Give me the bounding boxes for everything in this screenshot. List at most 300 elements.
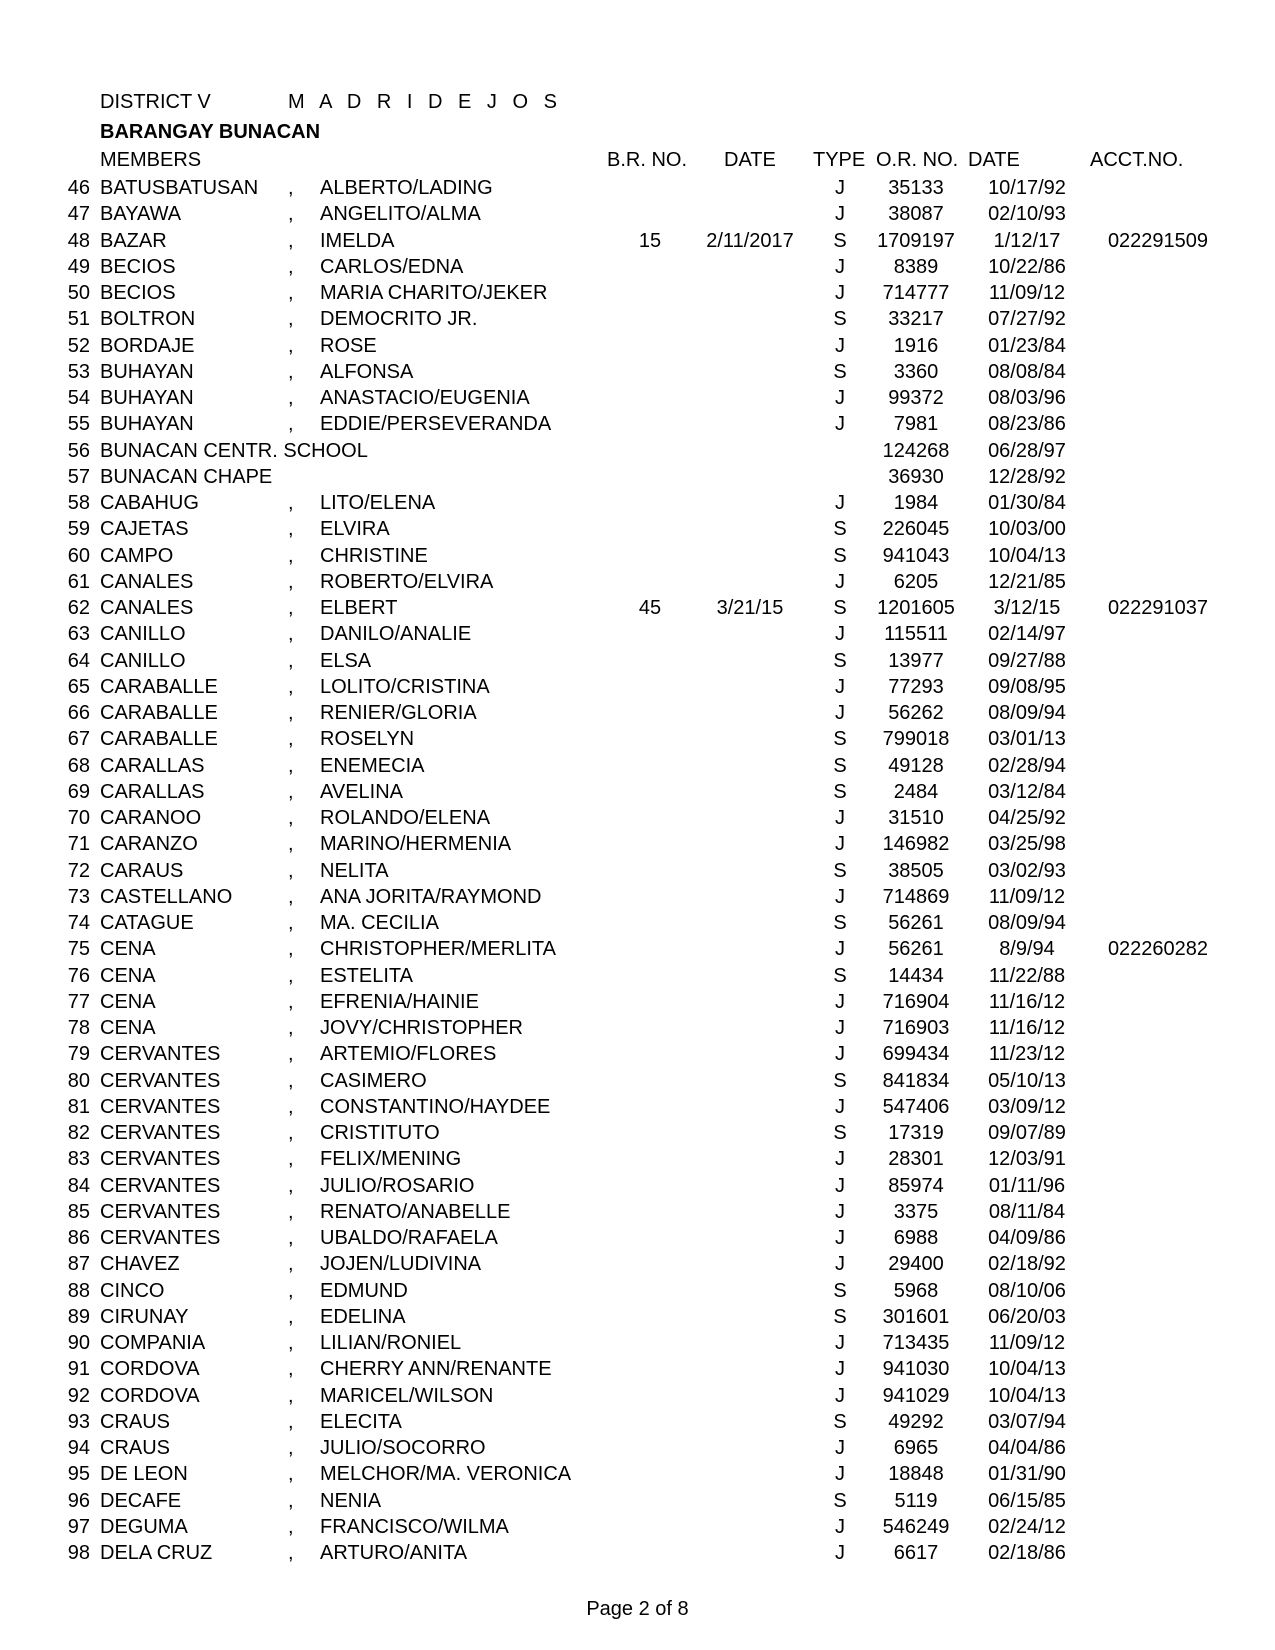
or-number: 8389 [893, 255, 939, 278]
member-type: S [833, 518, 847, 541]
member-last-name: CERVANTES [100, 1148, 221, 1171]
member-type: J [835, 885, 845, 908]
member-last-name: BUHAYAN [100, 360, 194, 383]
or-number: 6205 [893, 570, 939, 593]
or-date: 03/25/98 [988, 833, 1066, 856]
table-row [0, 228, 1275, 254]
name-separator: , [288, 1305, 294, 1328]
member-last-name: CANALES [100, 570, 194, 593]
name-separator: , [288, 1489, 294, 1512]
member-type: S [833, 1305, 847, 1328]
or-number: 17319 [888, 1122, 944, 1144]
table-row [0, 884, 1275, 910]
or-date: 06/20/03 [988, 1305, 1066, 1328]
or-date: 12/28/92 [988, 465, 1066, 488]
table-row [0, 201, 1275, 227]
name-separator: , [288, 780, 294, 803]
member-last-name: CARABALLE [100, 728, 218, 751]
or-number: 799018 [882, 728, 950, 751]
member-first-name: NELITA [320, 859, 389, 882]
table-row [0, 175, 1275, 201]
table-row [0, 1251, 1275, 1277]
member-last-name: CENA [100, 990, 156, 1013]
name-separator: , [288, 1542, 294, 1564]
table-row [0, 1488, 1275, 1514]
or-date: 08/23/86 [988, 413, 1066, 436]
member-first-name: CHERRY ANN/RENANTE [320, 1358, 552, 1381]
member-type: S [833, 1069, 847, 1092]
or-number: 6988 [893, 1227, 939, 1249]
member-type: S [833, 1279, 847, 1302]
member-first-name: CHRISTINE [320, 544, 428, 567]
name-separator: , [288, 1410, 294, 1433]
or-date: 10/17/92 [988, 177, 1066, 199]
name-separator: , [288, 492, 294, 514]
member-first-name: DEMOCRITO JR. [320, 308, 478, 331]
or-date: 11/23/12 [988, 1043, 1066, 1066]
or-number: 77293 [888, 675, 944, 698]
member-last-name: COMPANIA [100, 1332, 206, 1354]
member-number: 71 [67, 833, 90, 856]
member-last-name: BORDAJE [100, 334, 195, 357]
member-type: J [835, 1358, 845, 1381]
member-number: 48 [67, 229, 90, 252]
table-row [0, 1409, 1275, 1435]
member-number: 78 [67, 1017, 90, 1039]
member-first-name: CRISTITUTO [320, 1122, 440, 1144]
name-separator: , [288, 649, 294, 672]
or-date: 03/09/12 [988, 1095, 1066, 1118]
or-date: 11/09/12 [988, 282, 1066, 304]
name-separator: , [288, 1148, 294, 1171]
member-type: S [833, 544, 847, 567]
or-date: 10/03/00 [988, 518, 1066, 541]
member-last-name: CANILLO [100, 649, 186, 672]
name-separator: , [288, 728, 294, 751]
member-number: 87 [67, 1253, 90, 1276]
table-row [0, 963, 1275, 989]
member-number: 82 [67, 1122, 90, 1144]
member-number: 67 [67, 728, 90, 751]
or-date: 10/04/13 [988, 544, 1066, 567]
member-first-name: ARTURO/ANITA [320, 1542, 468, 1564]
table-row [0, 464, 1275, 490]
or-date: 02/24/12 [988, 1515, 1066, 1538]
name-separator: , [288, 203, 294, 226]
name-separator: , [288, 597, 294, 619]
member-first-name: EDMUND [320, 1279, 408, 1302]
or-number: 841834 [882, 1069, 950, 1092]
member-type: S [833, 1410, 847, 1433]
or-date: 10/04/13 [988, 1384, 1066, 1407]
member-type: J [835, 1332, 845, 1354]
member-last-name: CORDOVA [100, 1384, 200, 1407]
table-row [0, 254, 1275, 280]
member-last-name: BAYAWA [100, 203, 182, 226]
or-date: 03/07/94 [988, 1410, 1066, 1433]
member-first-name: MARIA CHARITO/JEKER [320, 282, 548, 304]
member-last-name: BECIOS [100, 282, 176, 304]
name-separator: , [288, 990, 294, 1013]
table-row [0, 779, 1275, 805]
or-date: 10/22/86 [988, 255, 1066, 278]
table-row [0, 490, 1275, 516]
column-header-or-no: O.R. NO. [876, 149, 959, 171]
or-date: 11/09/12 [988, 1332, 1066, 1354]
or-number: 941029 [882, 1384, 950, 1407]
or-date: 11/22/88 [988, 964, 1066, 987]
member-number: 50 [67, 282, 90, 304]
barangay-title: BARANGAY BUNACAN [100, 121, 321, 143]
member-type: S [833, 308, 847, 331]
member-first-name: MA. CECILIA [320, 912, 439, 934]
or-date: 08/09/94 [988, 912, 1066, 934]
or-date: 07/27/92 [988, 308, 1066, 331]
member-first-name: UBALDO/RAFAELA [320, 1227, 498, 1249]
member-type: S [833, 964, 847, 987]
or-date: 02/18/86 [988, 1542, 1066, 1564]
member-first-name: CARLOS/EDNA [320, 255, 464, 278]
member-number: 83 [67, 1148, 90, 1171]
table-row [0, 910, 1275, 936]
member-first-name: ROLANDO/ELENA [320, 807, 491, 829]
member-number: 77 [67, 990, 90, 1013]
or-number: 33217 [888, 308, 944, 331]
or-date: 01/30/84 [988, 492, 1066, 514]
or-number: 2484 [893, 780, 939, 803]
or-number: 146982 [882, 833, 950, 856]
member-number: 55 [67, 413, 90, 436]
member-first-name: CASIMERO [320, 1069, 427, 1092]
member-first-name: AVELINA [320, 780, 403, 803]
or-number: 6965 [893, 1437, 939, 1459]
name-separator: , [288, 334, 294, 357]
member-number: 53 [67, 360, 90, 383]
br-number: 45 [638, 597, 662, 619]
name-separator: , [288, 912, 294, 934]
member-last-name: CARANOO [100, 807, 202, 829]
table-row [0, 359, 1275, 385]
table-row [0, 1199, 1275, 1225]
or-number: 14434 [888, 964, 944, 987]
member-first-name: IMELDA [320, 229, 395, 252]
or-date: 08/03/96 [988, 387, 1066, 409]
or-date: 02/28/94 [988, 754, 1066, 777]
table-row [0, 858, 1275, 884]
member-type: S [833, 597, 847, 619]
member-number: 76 [67, 964, 90, 987]
or-number: 3375 [893, 1200, 939, 1223]
member-first-name: ROSELYN [320, 728, 415, 751]
member-first-name: FRANCISCO/WILMA [320, 1515, 509, 1538]
or-number: 1709197 [877, 229, 955, 252]
member-first-name: MARINO/HERMENIA [320, 833, 512, 856]
member-last-name: CERVANTES [100, 1043, 221, 1066]
or-number: 36930 [888, 465, 944, 488]
member-first-name: ENEMECIA [320, 754, 425, 777]
member-last-name: CERVANTES [100, 1069, 221, 1092]
or-date: 03/12/84 [988, 780, 1066, 803]
member-first-name: EFRENIA/HAINIE [320, 990, 479, 1013]
or-date: 8/9/94 [999, 938, 1055, 961]
or-date: 03/01/13 [988, 728, 1066, 751]
member-first-name: JULIO/ROSARIO [320, 1174, 475, 1197]
table-row [0, 674, 1275, 700]
or-number: 714777 [882, 282, 950, 304]
or-date: 12/21/85 [988, 570, 1066, 593]
member-last-name: CAJETAS [100, 518, 189, 541]
member-number: 61 [67, 570, 90, 593]
member-first-name: CHRISTOPHER/MERLITA [320, 938, 556, 961]
member-last-name: CARABALLE [100, 702, 218, 724]
or-number: 547406 [882, 1095, 950, 1118]
account-number: 022260282 [1107, 938, 1209, 961]
member-number: 57 [67, 465, 90, 488]
member-number: 68 [67, 754, 90, 777]
or-date: 05/10/13 [988, 1069, 1066, 1092]
member-number: 70 [67, 807, 90, 829]
member-first-name: NENIA [320, 1489, 382, 1512]
member-last-name: BATUSBATUSAN [100, 177, 259, 199]
name-separator: , [288, 1253, 294, 1276]
name-separator: , [288, 702, 294, 724]
name-separator: , [288, 859, 294, 882]
member-first-name: EDELINA [320, 1305, 406, 1328]
or-number: 29400 [888, 1253, 944, 1276]
member-last-name: CARABALLE [100, 675, 218, 698]
member-number: 65 [67, 675, 90, 698]
name-separator: , [288, 1200, 294, 1223]
or-number: 716904 [882, 990, 950, 1013]
member-number: 59 [67, 518, 90, 541]
or-date: 11/09/12 [988, 885, 1066, 908]
name-separator: , [288, 1122, 294, 1144]
name-separator: , [288, 282, 294, 304]
or-number: 85974 [888, 1174, 944, 1197]
member-first-name: ROSE [320, 334, 377, 357]
member-last-name: CIRUNAY [100, 1305, 189, 1328]
member-first-name: RENATO/ANABELLE [320, 1200, 511, 1223]
table-row [0, 621, 1275, 647]
member-first-name: DANILO/ANALIE [320, 623, 472, 646]
account-number: 022291509 [1107, 229, 1209, 252]
member-type: J [835, 833, 845, 856]
column-header-date: DATE [724, 149, 776, 171]
member-number: 49 [67, 255, 90, 278]
name-separator: , [288, 1017, 294, 1039]
member-last-name: CHAVEZ [100, 1253, 180, 1276]
or-number: 38505 [888, 859, 944, 882]
br-date: 3/21/15 [716, 597, 784, 619]
member-type: J [835, 177, 845, 199]
name-separator: , [288, 308, 294, 331]
name-separator: , [288, 623, 294, 646]
member-number: 98 [67, 1542, 90, 1564]
member-type: J [835, 387, 845, 409]
name-separator: , [288, 807, 294, 829]
name-separator: , [288, 1463, 294, 1486]
or-date: 11/16/12 [988, 990, 1066, 1013]
member-number: 85 [67, 1200, 90, 1223]
or-date: 1/12/17 [993, 229, 1061, 252]
or-number: 5119 [894, 1489, 938, 1512]
or-number: 1916 [893, 334, 939, 357]
member-last-name: DECAFE [100, 1489, 182, 1512]
member-type: J [835, 282, 845, 304]
or-date: 04/25/92 [988, 807, 1066, 829]
or-number: 713435 [882, 1332, 950, 1354]
or-date: 09/08/95 [988, 675, 1066, 698]
or-number: 28301 [888, 1148, 944, 1171]
member-first-name: MELCHOR/MA. VERONICA [320, 1463, 572, 1486]
or-date: 08/08/84 [988, 360, 1066, 383]
or-number: 38087 [888, 203, 944, 226]
member-last-name: CARAUS [100, 859, 184, 882]
member-number: 54 [67, 387, 90, 409]
member-number: 58 [67, 492, 90, 514]
member-type: J [835, 1043, 845, 1066]
table-row [0, 411, 1275, 437]
member-last-name: BUHAYAN [100, 413, 194, 436]
member-type: S [833, 859, 847, 882]
member-type: J [835, 413, 845, 436]
member-number: 47 [67, 203, 90, 226]
br-number: 15 [638, 229, 662, 252]
table-row [0, 700, 1275, 726]
table-row [0, 306, 1275, 332]
member-first-name: ELBERT [320, 597, 398, 619]
or-number: 18848 [888, 1463, 944, 1486]
column-header-type: TYPE [813, 149, 866, 171]
or-date: 08/10/06 [988, 1279, 1066, 1302]
or-number: 115511 [884, 623, 948, 646]
name-separator: , [288, 229, 294, 252]
name-separator: , [288, 360, 294, 383]
or-number: 99372 [888, 387, 944, 409]
member-last-name: BAZAR [100, 229, 167, 252]
member-type: J [835, 1253, 845, 1276]
member-last-name: BUNACAN CHAPE [100, 465, 273, 488]
member-last-name: CERVANTES [100, 1122, 221, 1144]
table-row [0, 753, 1275, 779]
member-number: 80 [67, 1069, 90, 1092]
member-number: 75 [67, 938, 90, 961]
member-first-name: ALBERTO/LADING [320, 177, 493, 199]
member-last-name: CERVANTES [100, 1227, 221, 1249]
name-separator: , [288, 544, 294, 567]
member-number: 64 [67, 649, 90, 672]
member-type: J [835, 1017, 845, 1039]
or-date: 10/04/13 [988, 1358, 1066, 1381]
member-last-name: CRAUS [100, 1437, 171, 1459]
member-last-name: CENA [100, 938, 156, 961]
table-row [0, 989, 1275, 1015]
member-last-name: DE LEON [100, 1463, 188, 1486]
member-last-name: CANALES [100, 597, 194, 619]
name-separator: , [288, 1515, 294, 1538]
member-type: S [833, 1489, 847, 1512]
table-row [0, 1120, 1275, 1146]
table-row [0, 1094, 1275, 1120]
or-number: 1984 [893, 492, 939, 514]
table-row [0, 1304, 1275, 1330]
name-separator: , [288, 938, 294, 961]
or-date: 3/12/15 [993, 597, 1061, 619]
member-type: J [835, 938, 845, 961]
member-number: 93 [67, 1410, 90, 1433]
member-number: 86 [67, 1227, 90, 1249]
page-number: Page 2 of 8 [586, 1598, 689, 1620]
table-row [0, 805, 1275, 831]
table-row [0, 438, 1275, 464]
table-row [0, 1041, 1275, 1067]
table-row [0, 1173, 1275, 1199]
member-type: S [833, 780, 847, 803]
member-type: S [833, 360, 847, 383]
member-number: 73 [67, 885, 90, 908]
member-number: 84 [67, 1174, 90, 1197]
member-number: 96 [67, 1489, 90, 1512]
or-number: 226045 [882, 518, 950, 541]
name-separator: , [288, 518, 294, 541]
or-number: 35133 [888, 177, 944, 199]
member-first-name: MARICEL/WILSON [320, 1384, 494, 1407]
member-last-name: CARALLAS [100, 780, 205, 803]
or-date: 01/11/96 [988, 1174, 1066, 1197]
or-date: 08/11/84 [988, 1200, 1066, 1223]
member-last-name: DELA CRUZ [100, 1542, 213, 1564]
br-date: 2/11/2017 [706, 229, 794, 252]
member-last-name: BUHAYAN [100, 387, 194, 409]
member-last-name: CERVANTES [100, 1174, 221, 1197]
table-row [0, 280, 1275, 306]
member-last-name: CERVANTES [100, 1095, 221, 1118]
name-separator: , [288, 1358, 294, 1381]
member-last-name: DEGUMA [100, 1515, 188, 1538]
or-date: 02/14/97 [988, 623, 1066, 646]
member-type: S [833, 229, 847, 252]
municipality-name: M A D R I D E J O S [288, 91, 562, 113]
name-separator: , [288, 1437, 294, 1459]
member-number: 97 [67, 1515, 90, 1538]
member-first-name: ALFONSA [320, 360, 414, 383]
or-number: 31510 [888, 807, 944, 829]
member-first-name: ELECITA [320, 1410, 402, 1433]
or-number: 301601 [882, 1305, 950, 1328]
table-row [0, 831, 1275, 857]
or-number: 56261 [888, 912, 944, 934]
or-number: 6617 [893, 1542, 939, 1564]
member-first-name: FELIX/MENING [320, 1148, 462, 1171]
name-separator: , [288, 1174, 294, 1197]
name-separator: , [288, 413, 294, 436]
table-row [0, 595, 1275, 621]
table-row [0, 1514, 1275, 1540]
member-number: 88 [67, 1279, 90, 1302]
member-number: 69 [67, 780, 90, 803]
column-header-members: MEMBERS [100, 149, 202, 171]
or-date: 08/09/94 [988, 702, 1066, 724]
member-type: J [835, 1542, 845, 1564]
or-number: 941043 [882, 544, 950, 567]
member-type: J [835, 1095, 845, 1118]
member-last-name: CRAUS [100, 1410, 171, 1433]
member-last-name: CARALLAS [100, 754, 205, 777]
or-date: 01/31/90 [988, 1463, 1066, 1486]
member-number: 51 [67, 308, 90, 331]
member-type: J [835, 1384, 845, 1407]
table-row [0, 1068, 1275, 1094]
